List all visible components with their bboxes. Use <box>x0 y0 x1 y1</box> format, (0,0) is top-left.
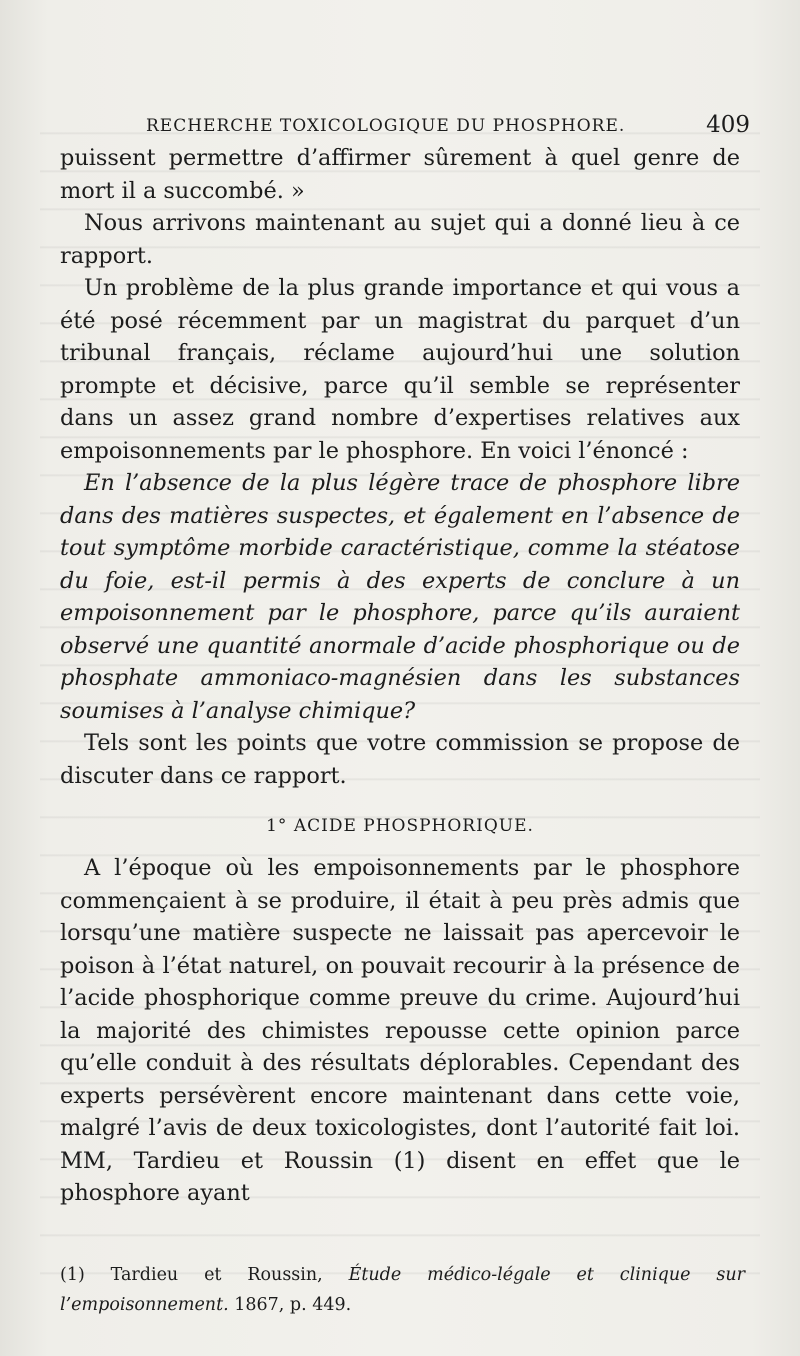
footnote-title: Étude médico-légale et clinique sur l’empoisonnement. <box>60 1265 745 1315</box>
paragraph: A l’époque où les empoisonnements par le phosphore commençaient à se produire, il était à peu près admis que lorsqu’une matière suspecte ne laissait pas apercevoir le poison à l’état naturel, on pouvait recourir à la présence de l’acide phosphorique comme preuve du crime. Aujourd’hui la majorité des chimistes repousse cette opinion parce qu’elle conduit à des résultats déplorables. Cependant des experts persévèrent encore maintenant dans cette voie, malgré l’avis de deux toxicologistes, dont l’autorité fait loi. MM, Tardieu et Roussin (1) disent en effet que le phosphore ayant <box>60 855 740 1206</box>
paragraph: Nous arrivons maintenant au sujet qui a donné lieu à ce rapport. <box>60 210 740 269</box>
footnote <box>60 1260 745 1320</box>
running-title: RECHERCHE TOXICOLOGIQUE DU PHOSPHORE. <box>146 116 626 136</box>
body-text <box>60 142 740 1210</box>
footnote-marker: (1) Tardieu et Roussin, <box>60 1265 323 1285</box>
footnote-reference: 1867, p. 449. <box>234 1295 352 1315</box>
paragraph: puissent permettre d’affirmer sûrement à quel genre de mort il a succombé. » <box>60 145 740 204</box>
page-number: 409 <box>706 112 750 138</box>
paragraph: Tels sont les points que votre commission se propose de discuter dans ce rapport. <box>60 730 740 789</box>
paragraph: Un problème de la plus grande importance et qui vous a été posé récemment par un magistrat du parquet d’un tribunal français, réclame aujourd’hui une solution prompte et décisive, parce qu’il semble se représenter dans un assez grand nombre d’expertises relatives aux empoisonnements par le phosphore. En voici l’énoncé : <box>60 275 740 464</box>
italic-question: En l’absence de la plus légère trace de phosphore libre dans des matières suspectes, et également en l’absence de tout symptôme morbide caractéristique, comme la stéatose du foie, est-il permis à des experts de conclure à un empoisonnement par le phosphore, parce qu’ils auraient observé une quantité anormale d’acide phosphorique ou de phosphate ammoniaco-magnésien dans les substances soumises à l’analyse chimique? <box>60 470 740 724</box>
section-heading: 1° ACIDE PHOSPHORIQUE. <box>266 816 534 836</box>
running-head <box>60 112 750 142</box>
